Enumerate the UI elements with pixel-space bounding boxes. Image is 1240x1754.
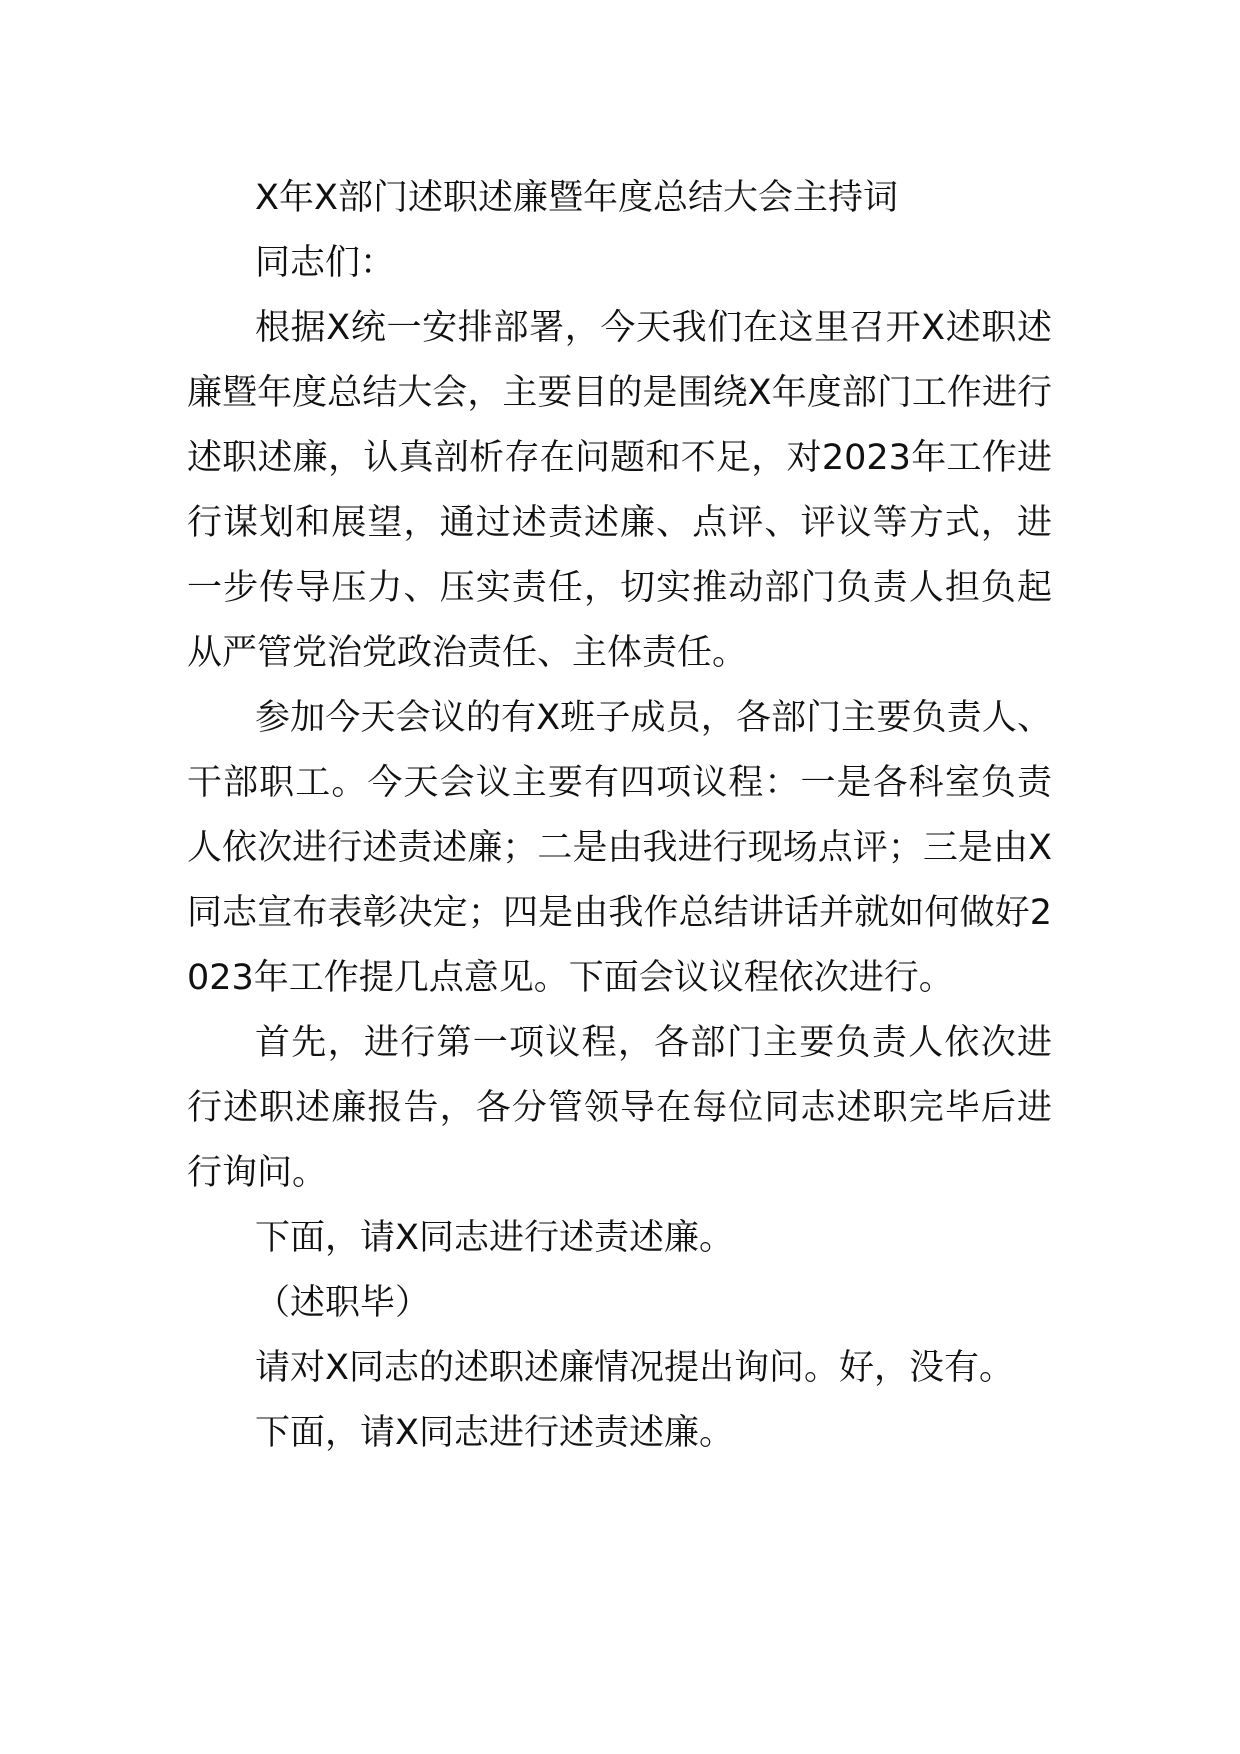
paragraph-invite-speaker-2: 下面，请X同志进行述责述廉。 [255, 1413, 734, 1453]
paragraph-agenda: 参加今天会议的有X班子成员，各部门主要负责人、干部职工。今天会议主要有四项议程：一是各科室负责人依次进行述责述廉；二是由我进行现场点评；三是由X同志宣布表彰决定；四是由我作总结讲话并就如何做好2023年工作提几点意见。下面会议议程依次进行。 [187, 698, 1052, 998]
salutation: 同志们： [255, 243, 396, 283]
document-body [187, 166, 1052, 1466]
document-title: X年X部门述职述廉暨年度总结大会主持词 [255, 178, 898, 218]
paragraph-meeting-purpose: 根据X统一安排部署，今天我们在这里召开X述职述廉暨年度总结大会，主要目的是围绕X年度部门工作进行述职述廉，认真剖析存在问题和不足，对2023年工作进行谋划和展望，通过述责述廉、点评、评议等方式，进一步传导压力、压实责任，切实推动部门负责人担负起从严管党治党政治责任、主体责任。 [187, 308, 1052, 673]
paragraph-first-item: 首先，进行第一项议程，各部门主要负责人依次进行述职述廉报告，各分管领导在每位同志述职完毕后进行询问。 [187, 1023, 1052, 1193]
paragraph-report-finished: （述职毕） [255, 1283, 431, 1323]
paragraph-questions: 请对X同志的述职述廉情况提出询问。好，没有。 [255, 1348, 1014, 1388]
paragraph-invite-speaker-1: 下面，请X同志进行述责述廉。 [255, 1218, 734, 1258]
